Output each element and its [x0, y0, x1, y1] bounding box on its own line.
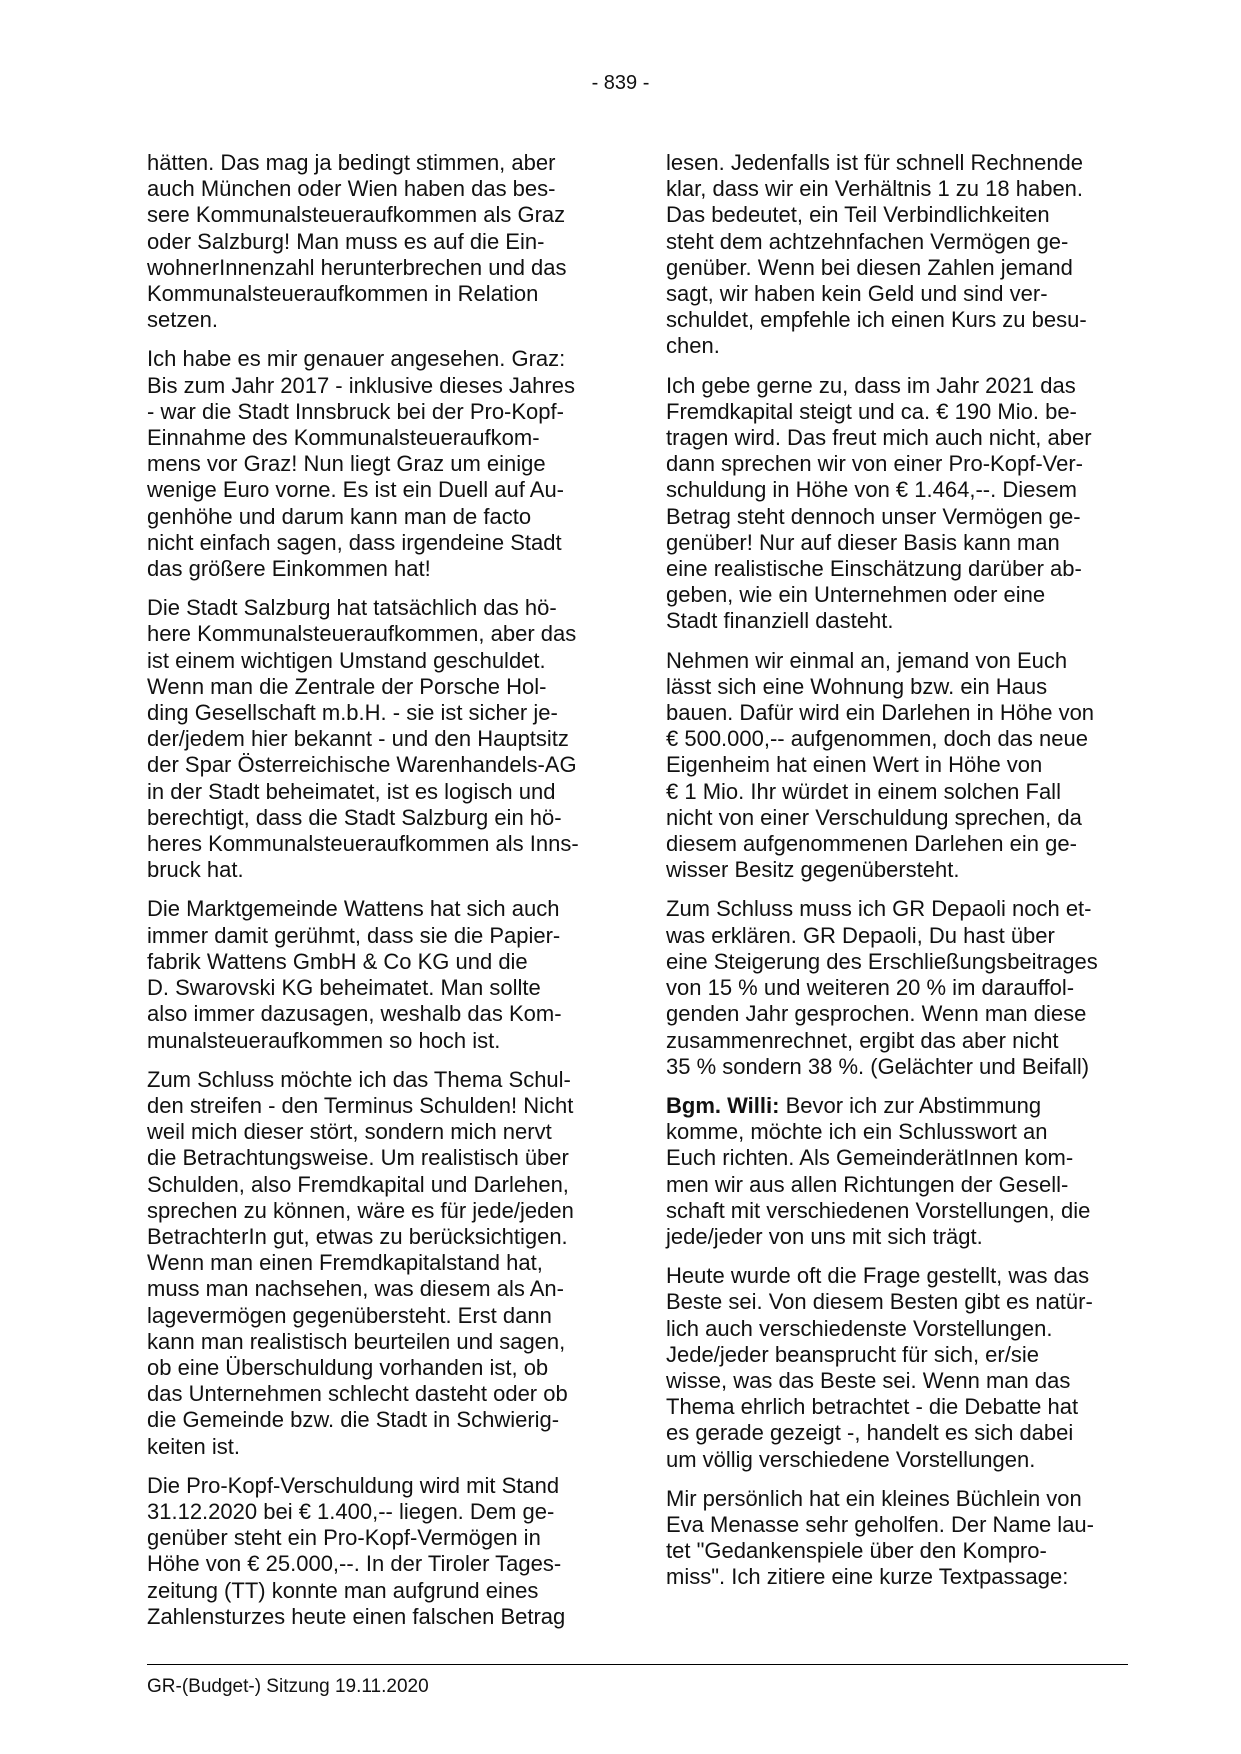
text-line: der Spar Österreichische Warenhandels-AG [147, 752, 577, 778]
paragraph [147, 595, 605, 883]
text-line: hätten. Das mag ja bedingt stimmen, aber [147, 150, 556, 175]
text-line: genüber. Wenn bei diesen Zahlen jemand [666, 254, 1073, 280]
text-line: heres Kommunalsteueraufkommen als Inns- [147, 831, 579, 857]
text-line: Höhe von € 25.000,--. In der Tiroler Tages- [147, 1551, 562, 1577]
text-line: Eigenheim hat einen Wert in Höhe von [666, 752, 1043, 778]
speaker-paragraph [666, 1093, 1128, 1250]
text-line: diesem aufgenommenen Darlehen ein ge- [666, 831, 1077, 857]
text-line: men wir aus allen Richtungen der Gesell- [666, 1171, 1069, 1197]
text-line: D. Swarovski KG beheimatet. Man sollte [147, 975, 541, 1001]
text-line: ding Gesellschaft m.b.H. - sie ist sicher je- [147, 700, 558, 726]
text-line: komme, möchte ich ein Schlusswort an [666, 1119, 1048, 1145]
text-line: das Unternehmen schlecht dasteht oder ob [147, 1381, 568, 1407]
text-line: zeitung (TT) konnte man aufgrund eines [147, 1577, 539, 1603]
text-line: jede/jeder von uns mit sich trägt. [666, 1223, 983, 1249]
text-line: um völlig verschiedene Vorstellungen. [666, 1446, 1036, 1472]
text-line: Zum Schluss möchte ich das Thema Schul- [147, 1066, 571, 1092]
text-line: bruck hat. [147, 857, 244, 883]
text-line: genhöhe und darum kann man de facto [147, 503, 532, 529]
text-line: lässt sich eine Wohnung bzw. ein Haus [666, 673, 1048, 699]
text-line: miss". Ich zitiere eine kurze Textpassage: [666, 1564, 1069, 1590]
text-line: Kommunalsteueraufkommen in Relation [147, 281, 539, 307]
text-line: nicht einfach sagen, dass irgendeine Stadt [147, 529, 562, 555]
paragraph [147, 896, 605, 1053]
paragraph [666, 150, 1128, 360]
speaker-name: Bgm. Willi: [666, 1092, 780, 1118]
text-line: Die Stadt Salzburg hat tatsächlich das hö- [147, 595, 557, 621]
text-line: es gerade gezeigt -, handelt es sich dabei [666, 1420, 1074, 1446]
text-line: von 15 % und weiteren 20 % im darauffol- [666, 975, 1075, 1001]
text-line: wenige Euro vorne. Es ist ein Duell auf Au- [147, 477, 565, 503]
text-line: tet "Gedankenspiele über den Kompro- [666, 1538, 1047, 1564]
text-line: Eva Menasse sehr geholfen. Der Name lau- [666, 1511, 1094, 1537]
text-line: was erklären. GR Depaoli, Du hast über [666, 922, 1055, 948]
text-line: Einnahme des Kommunalsteueraufkom- [147, 425, 540, 451]
text-line: wohnerInnenzahl herunterbrechen und das [147, 254, 567, 280]
text-line: eine realistische Einschätzung darüber ab- [666, 556, 1082, 582]
text-line: genüber steht ein Pro-Kopf-Vermögen in [147, 1525, 541, 1551]
text-line: klar, dass wir ein Verhältnis 1 zu 18 haben. [666, 176, 1084, 202]
text-line: sprechen zu können, wäre es für jede/jeden [147, 1197, 574, 1223]
text-line: Betrag steht dennoch unser Vermögen ge- [666, 503, 1081, 529]
text-line: kann man realistisch beurteilen und sagen, [147, 1328, 566, 1354]
paragraph [147, 1067, 605, 1460]
speaker-text: Bevor ich zur Abstimmung [779, 1092, 1042, 1118]
text-line: BetrachterIn gut, etwas zu berücksichtigen. [147, 1223, 568, 1249]
text-line: auch München oder Wien haben das bes- [147, 176, 556, 202]
text-line: keiten ist. [147, 1433, 240, 1459]
text-line: Die Pro-Kopf-Verschuldung wird mit Stand [147, 1472, 560, 1498]
text-line: Jede/jeder beansprucht für sich, er/sie [666, 1341, 1039, 1367]
text-line: wisse, was das Beste sei. Wenn man das [666, 1367, 1071, 1393]
text-line: munalsteueraufkommen so hoch ist. [147, 1027, 501, 1053]
text-line: mens vor Graz! Nun liegt Graz um einige [147, 451, 546, 477]
text-line [666, 1093, 1128, 1119]
text-line: berechtigt, dass die Stadt Salzburg ein hö- [147, 804, 562, 830]
text-line: Das bedeutet, ein Teil Verbindlichkeiten [666, 202, 1050, 228]
text-line: ob eine Überschuldung vorhanden ist, ob [147, 1354, 549, 1380]
footer-divider [147, 1664, 1128, 1665]
text-line: Schulden, also Fremdkapital und Darlehen, [147, 1171, 569, 1197]
text-line: Die Marktgemeinde Wattens hat sich auch [147, 896, 560, 922]
page-number: - 839 - [591, 72, 650, 94]
text-line: genüber! Nur auf dieser Basis kann man [666, 529, 1060, 555]
text-line: Wenn man die Zentrale der Porsche Hol- [147, 673, 547, 699]
text-line: Thema ehrlich betrachtet - die Debatte hat [666, 1394, 1079, 1420]
text-line: 35 % sondern 38 %. (Gelächter und Beifall) [666, 1053, 1090, 1079]
text-line: bauen. Dafür wird ein Darlehen in Höhe von [666, 700, 1095, 726]
text-line: ist einem wichtigen Umstand geschuldet. [147, 647, 546, 673]
text-line: steht dem achtzehnfachen Vermögen ge- [666, 228, 1069, 254]
text-line: - war die Stadt Innsbruck bei der Pro-Kopf- [147, 398, 564, 424]
text-line: schuldung in Höhe von € 1.464,--. Diesem [666, 477, 1077, 503]
text-line: Nehmen wir einmal an, jemand von Euch [666, 647, 1068, 673]
text-line: Wenn man einen Fremdkapitalstand hat, [147, 1250, 543, 1276]
paragraph [666, 1486, 1128, 1591]
text-line: dann sprechen wir von einer Pro-Kopf-Ver- [666, 451, 1083, 477]
text-line: Fremdkapital steigt und ca. € 190 Mio. be- [666, 398, 1077, 424]
text-line: Ich gebe gerne zu, dass im Jahr 2021 das [666, 372, 1076, 398]
text-line: Mir persönlich hat ein kleines Büchlein von [666, 1485, 1082, 1511]
text-line: lich auch verschiedenste Vorstellungen. [666, 1315, 1053, 1341]
text-line: Zahlensturzes heute einen falschen Betrag [147, 1603, 566, 1629]
text-line: setzen. [147, 307, 218, 333]
text-line: here Kommunalsteueraufkommen, aber das [147, 621, 577, 647]
text-line: die Gemeinde bzw. die Stadt in Schwierig- [147, 1407, 560, 1433]
paragraph [147, 150, 605, 333]
text-line: das größere Einkommen hat! [147, 556, 431, 582]
text-line: die Betrachtungsweise. Um realistisch über [147, 1145, 569, 1171]
text-line: genden Jahr gesprochen. Wenn man diese [666, 1001, 1087, 1027]
text-line: zusammenrechnet, ergibt das aber nicht [666, 1027, 1059, 1053]
text-line: lesen. Jedenfalls ist für schnell Rechnende [666, 150, 1084, 175]
text-line: muss man nachsehen, was diesem als An- [147, 1276, 564, 1302]
text-line: Zum Schluss muss ich GR Depaoli noch et- [666, 896, 1092, 922]
text-line: fabrik Wattens GmbH & Co KG und die [147, 948, 528, 974]
text-line: geben, wie ein Unternehmen oder eine [666, 582, 1046, 608]
text-line: sere Kommunalsteueraufkommen als Graz [147, 202, 566, 228]
text-line: lagevermögen gegenübersteht. Erst dann [147, 1302, 552, 1328]
text-line: nicht von einer Verschuldung sprechen, da [666, 804, 1082, 830]
paragraph [666, 373, 1128, 635]
footer-session-label: GR-(Budget-) Sitzung 19.11.2020 [147, 1676, 429, 1697]
text-line: Bis zum Jahr 2017 - inklusive dieses Jahres [147, 372, 575, 398]
text-line: Ich habe es mir genauer angesehen. Graz: [147, 346, 566, 372]
text-line: chen. [666, 333, 720, 359]
text-line: € 1 Mio. Ihr würdet in einem solchen Fall [666, 778, 1061, 804]
text-line: tragen wird. Das freut mich auch nicht, aber [666, 425, 1092, 451]
text-line: in der Stadt beheimatet, ist es logisch und [147, 778, 556, 804]
text-line: eine Steigerung des Erschließungsbeitrages [666, 948, 1098, 974]
text-line: weil mich dieser stört, sondern mich nervt [147, 1119, 552, 1145]
text-line: schaft mit verschiedenen Vorstellungen, die [666, 1197, 1091, 1223]
paragraph [666, 896, 1128, 1079]
text-line: wisser Besitz gegenübersteht. [666, 857, 960, 883]
text-line: Beste sei. Von diesem Besten gibt es natür- [666, 1289, 1093, 1315]
paragraph [147, 1473, 605, 1630]
text-line: den streifen - den Terminus Schulden! Nicht [147, 1092, 574, 1118]
paragraph [666, 648, 1128, 884]
paragraph [666, 1263, 1128, 1473]
text-line: € 500.000,-- aufgenommen, doch das neue [666, 726, 1088, 752]
text-line: immer damit gerühmt, dass sie die Papier- [147, 922, 561, 948]
text-line: also immer dazusagen, weshalb das Kom- [147, 1001, 562, 1027]
text-line: sagt, wir haben kein Geld und sind ver- [666, 281, 1048, 307]
text-line: schuldet, empfehle ich einen Kurs zu besu- [666, 307, 1087, 333]
left-column [147, 150, 605, 1643]
text-line: Heute wurde oft die Frage gestellt, was das [666, 1263, 1090, 1289]
text-line: 31.12.2020 bei € 1.400,-- liegen. Dem ge- [147, 1498, 555, 1524]
text-line: Stadt finanziell dasteht. [666, 608, 894, 634]
paragraph [147, 346, 605, 582]
right-column [666, 150, 1128, 1604]
text-line: Euch richten. Als GemeinderätInnen kom- [666, 1145, 1074, 1171]
text-line: oder Salzburg! Man muss es auf die Ein- [147, 228, 545, 254]
text-line: der/jedem hier bekannt - und den Hauptsitz [147, 726, 569, 752]
